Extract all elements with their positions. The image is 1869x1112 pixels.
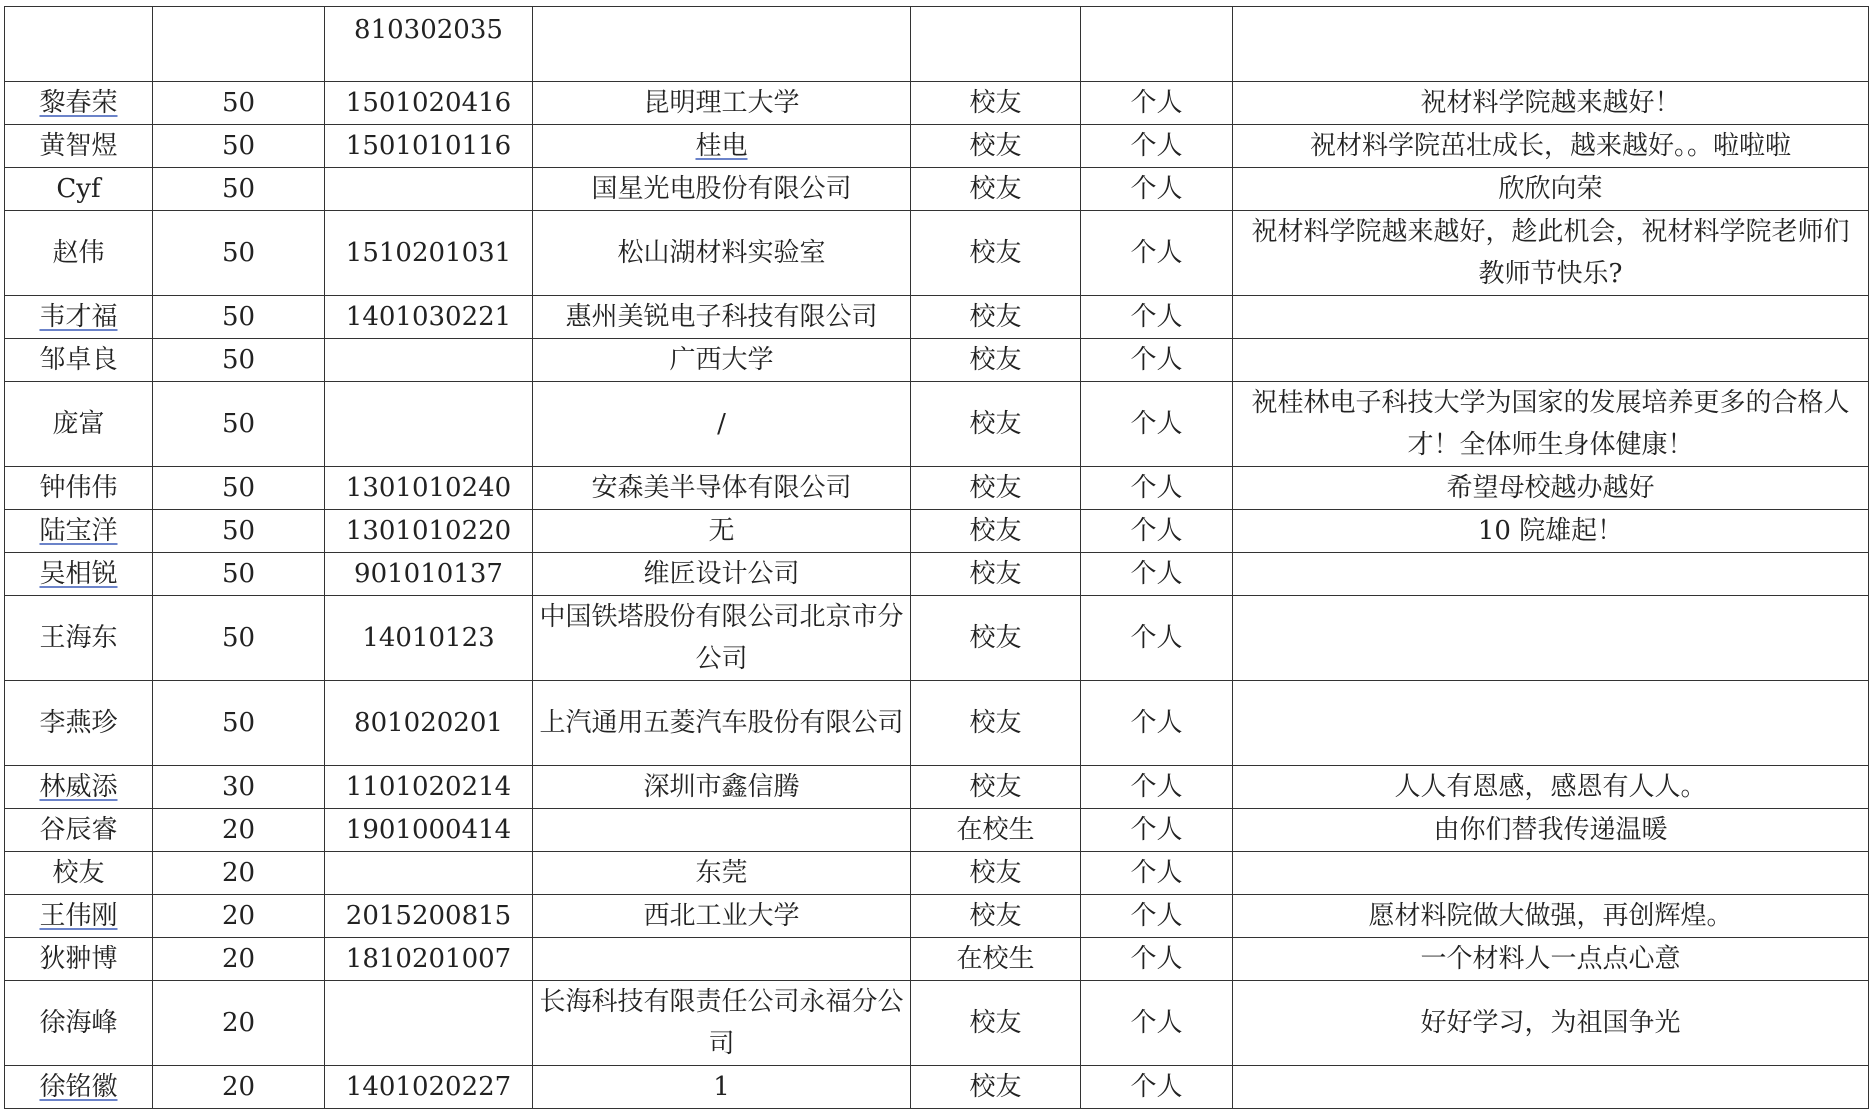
name-cell: 邹卓良 [5,339,153,382]
id-cell: 1901000414 [325,809,533,852]
type-cell: 校友 [911,168,1081,211]
type-cell: 校友 [911,895,1081,938]
category-cell: 个人 [1081,938,1233,981]
amount-cell: 20 [153,1066,325,1109]
table-row [5,125,1869,168]
category-cell: 个人 [1081,681,1233,766]
org-cell: / [533,382,911,467]
type-cell: 校友 [911,852,1081,895]
org-cell: 昆明理工大学 [533,82,911,125]
message-cell [1233,1066,1869,1109]
name-cell: 校友 [5,852,153,895]
amount-cell: 50 [153,596,325,681]
org-cell: 深圳市鑫信腾 [533,766,911,809]
org-cell [533,809,911,852]
table-row [5,596,1869,681]
type-cell: 校友 [911,211,1081,296]
type-cell: 校友 [911,125,1081,168]
name-cell: 徐海峰 [5,981,153,1066]
org-cell: 东莞 [533,852,911,895]
table-row [5,1066,1869,1109]
message-cell [1233,296,1869,339]
category-cell: 个人 [1081,981,1233,1066]
type-cell: 校友 [911,681,1081,766]
category-cell: 个人 [1081,510,1233,553]
type-cell: 在校生 [911,809,1081,852]
name-cell [5,7,153,82]
table-row [5,296,1869,339]
category-cell: 个人 [1081,211,1233,296]
table-row [5,681,1869,766]
id-cell: 2015200815 [325,895,533,938]
message-cell: 愿材料院做大做强，再创辉煌。 [1233,895,1869,938]
message-cell: 一个材料人一点点心意 [1233,938,1869,981]
id-cell [325,981,533,1066]
table-row [5,895,1869,938]
table-row [5,809,1869,852]
amount-cell: 50 [153,296,325,339]
name-cell: Cyf [5,168,153,211]
category-cell: 个人 [1081,809,1233,852]
type-cell: 校友 [911,510,1081,553]
message-cell [1233,339,1869,382]
id-cell [325,852,533,895]
category-cell: 个人 [1081,168,1233,211]
table-row [5,82,1869,125]
category-cell: 个人 [1081,766,1233,809]
table-row [5,852,1869,895]
id-cell: 1101020214 [325,766,533,809]
amount-cell: 50 [153,211,325,296]
name-cell: 徐铭徽 [5,1066,153,1109]
org-cell: 1 [533,1066,911,1109]
table-row [5,339,1869,382]
message-cell [1233,596,1869,681]
amount-cell: 50 [153,125,325,168]
type-cell: 校友 [911,467,1081,510]
message-cell: 欣欣向荣 [1233,168,1869,211]
table-row [5,510,1869,553]
message-cell [1233,852,1869,895]
table-row [5,553,1869,596]
amount-cell: 20 [153,809,325,852]
category-cell: 个人 [1081,296,1233,339]
id-cell: 1301010220 [325,510,533,553]
id-cell [325,168,533,211]
message-cell: 由你们替我传递温暖 [1233,809,1869,852]
name-cell: 庞富 [5,382,153,467]
amount-cell: 50 [153,467,325,510]
category-cell: 个人 [1081,596,1233,681]
org-cell: 长海科技有限责任公司永福分公司 [533,981,911,1066]
amount-cell: 50 [153,168,325,211]
name-cell: 黎春荣 [5,82,153,125]
category-cell [1081,7,1233,82]
amount-cell: 50 [153,82,325,125]
message-cell: 祝材料学院越来越好，趁此机会，祝材料学院老师们教师节快乐? [1233,211,1869,296]
org-cell: 维匠设计公司 [533,553,911,596]
id-cell [325,339,533,382]
table-row [5,382,1869,467]
name-cell: 吴相锐 [5,553,153,596]
amount-cell: 50 [153,553,325,596]
org-cell: 中国铁塔股份有限公司北京市分公司 [533,596,911,681]
table-row [5,981,1869,1066]
amount-cell: 50 [153,382,325,467]
category-cell: 个人 [1081,852,1233,895]
type-cell: 校友 [911,1066,1081,1109]
org-cell [533,7,911,82]
message-cell: 祝材料学院越来越好！ [1233,82,1869,125]
table-row [5,467,1869,510]
amount-cell: 20 [153,852,325,895]
type-cell: 校友 [911,981,1081,1066]
type-cell: 校友 [911,382,1081,467]
message-cell [1233,553,1869,596]
table-row [5,168,1869,211]
id-cell: 1501010116 [325,125,533,168]
type-cell: 在校生 [911,938,1081,981]
category-cell: 个人 [1081,1066,1233,1109]
message-cell: 祝桂林电子科技大学为国家的发展培养更多的合格人才！全体师生身体健康！ [1233,382,1869,467]
category-cell: 个人 [1081,339,1233,382]
id-cell: 810302035 [325,7,533,82]
org-cell: 西北工业大学 [533,895,911,938]
org-cell: 上汽通用五菱汽车股份有限公司 [533,681,911,766]
name-cell: 钟伟伟 [5,467,153,510]
type-cell: 校友 [911,596,1081,681]
name-cell: 王伟刚 [5,895,153,938]
id-cell: 1401020227 [325,1066,533,1109]
amount-cell: 50 [153,681,325,766]
id-cell: 901010137 [325,553,533,596]
id-cell [325,382,533,467]
table-row [5,7,1869,82]
org-cell: 无 [533,510,911,553]
id-cell: 14010123 [325,596,533,681]
org-cell: 松山湖材料实验室 [533,211,911,296]
name-cell: 狄翀博 [5,938,153,981]
type-cell: 校友 [911,553,1081,596]
type-cell [911,7,1081,82]
type-cell: 校友 [911,766,1081,809]
id-cell: 1501020416 [325,82,533,125]
category-cell: 个人 [1081,125,1233,168]
message-cell: 希望母校越办越好 [1233,467,1869,510]
message-cell: 好好学习，为祖国争光 [1233,981,1869,1066]
category-cell: 个人 [1081,382,1233,467]
category-cell: 个人 [1081,467,1233,510]
name-cell: 韦才福 [5,296,153,339]
name-cell: 赵伟 [5,211,153,296]
amount-cell: 20 [153,981,325,1066]
category-cell: 个人 [1081,553,1233,596]
org-cell: 惠州美锐电子科技有限公司 [533,296,911,339]
amount-cell [153,7,325,82]
amount-cell: 20 [153,895,325,938]
type-cell: 校友 [911,339,1081,382]
org-cell: 广西大学 [533,339,911,382]
name-cell: 王海东 [5,596,153,681]
table-row [5,766,1869,809]
amount-cell: 50 [153,510,325,553]
name-cell: 陆宝洋 [5,510,153,553]
type-cell: 校友 [911,82,1081,125]
id-cell: 1401030221 [325,296,533,339]
donation-table [4,6,1869,1109]
id-cell: 1810201007 [325,938,533,981]
type-cell: 校友 [911,296,1081,339]
name-cell: 黄智煜 [5,125,153,168]
name-cell: 林威添 [5,766,153,809]
amount-cell: 20 [153,938,325,981]
name-cell: 谷辰睿 [5,809,153,852]
message-cell: 祝材料学院茁壮成长，越来越好。。啦啦啦 [1233,125,1869,168]
id-cell: 1510201031 [325,211,533,296]
amount-cell: 30 [153,766,325,809]
org-cell: 安森美半导体有限公司 [533,467,911,510]
message-cell [1233,681,1869,766]
category-cell: 个人 [1081,895,1233,938]
message-cell [1233,7,1869,82]
org-cell: 国星光电股份有限公司 [533,168,911,211]
amount-cell: 50 [153,339,325,382]
id-cell: 1301010240 [325,467,533,510]
org-cell: 桂电 [533,125,911,168]
message-cell: 人人有恩感，感恩有人人。 [1233,766,1869,809]
table-row [5,938,1869,981]
org-cell [533,938,911,981]
table-row [5,211,1869,296]
name-cell: 李燕珍 [5,681,153,766]
category-cell: 个人 [1081,82,1233,125]
message-cell: 10 院雄起！ [1233,510,1869,553]
id-cell: 801020201 [325,681,533,766]
